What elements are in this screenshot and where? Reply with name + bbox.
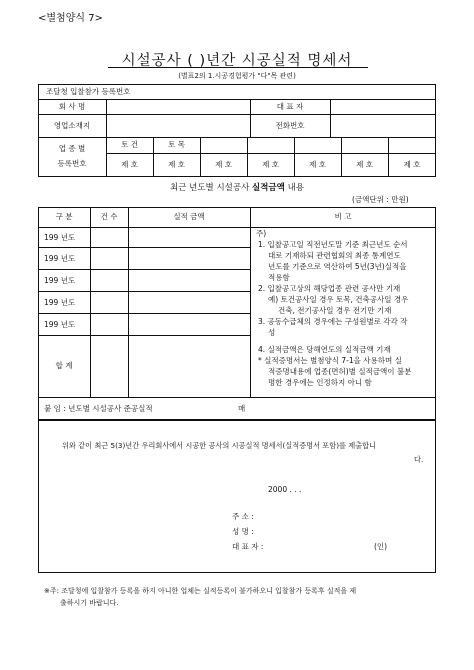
divider xyxy=(38,335,250,336)
divider xyxy=(250,207,251,397)
divider xyxy=(90,207,91,397)
unit-label: (금액단위 : 만원) xyxy=(352,195,409,204)
divider xyxy=(341,137,342,177)
year-row-label: 199 년도 xyxy=(44,320,76,329)
divider xyxy=(388,137,389,177)
page-subtitle: (별표2의 1.시공경험평가 "다"목 관련) xyxy=(178,72,296,80)
section-title xyxy=(0,181,474,193)
note-line: 적증명내용에 업종(면허)별 실적금액이 불분 xyxy=(268,367,412,376)
divider xyxy=(38,99,436,100)
note-line: 건축, 전기공사일 경우 전기만 기재 xyxy=(278,306,392,315)
reg-no-cell: 제 호 xyxy=(215,160,232,169)
col-header-count: 건 수 xyxy=(100,212,118,221)
divider xyxy=(200,137,201,177)
reg-no-cell: 제 호 xyxy=(262,160,279,169)
reg-no-label: 조달청 입찰참가 등록번호 xyxy=(46,87,131,96)
year-row-label: 199 년도 xyxy=(44,298,76,307)
divider xyxy=(330,99,331,137)
divider xyxy=(38,291,250,292)
divider xyxy=(247,137,248,177)
note-line: 년도를 기준으로 역산하여 5년(3년)실적을 xyxy=(268,262,407,271)
category-civil-engineering: 토 목 xyxy=(168,140,185,149)
section-title-emphasis: 실적금액 xyxy=(252,183,285,193)
note-line: 4. 실적금액은 당해연도의 실적금액 기재 xyxy=(258,345,391,354)
reg-no-cell: 제 호 xyxy=(403,160,421,169)
divider xyxy=(38,137,436,138)
year-row-label: 199 년도 xyxy=(44,233,76,242)
address-label: 주 소 : xyxy=(232,512,254,521)
note-line: 대로 기재하되 관련협회의 최종 통계연도 xyxy=(268,251,401,260)
name-label: 성 명 : xyxy=(232,527,254,536)
divider xyxy=(106,153,436,154)
reg-no-cell: 제 호 xyxy=(121,160,138,169)
divider xyxy=(38,247,250,248)
category-label: 업 종 별 xyxy=(58,144,86,153)
category-civil-building: 토 건 xyxy=(121,140,138,149)
year-row-label: 199 년도 xyxy=(44,276,76,285)
note-line: 적용함 xyxy=(268,273,290,282)
note-line: * 실적증명서는 별첨양식 7-1을 사용하며 실 xyxy=(258,356,402,365)
divider xyxy=(38,114,436,115)
year-row-label: 199 년도 xyxy=(44,254,76,263)
col-header-remarks: 비 고 xyxy=(334,212,352,221)
seal-mark: (인) xyxy=(374,542,388,551)
divider xyxy=(294,137,295,177)
category-reg-label: 등록번호 xyxy=(57,159,87,168)
footnote-line: ※주: 조달청에 입찰참가 등록을 하지 아니한 업체는 실적등록이 불가하오니 입찰참가 등록후 실적을 제 xyxy=(44,587,357,595)
note-line: 예) 토건공사일 경우 토목, 건축공사일 경우 xyxy=(268,295,409,304)
divider xyxy=(38,227,436,228)
note-line: 성 xyxy=(268,328,276,337)
footnote-line: 출하시기 바랍니다. xyxy=(60,599,119,607)
declaration-text: 위와 같이 최근 5(3)년간 우리회사에서 시공한 공사의 시공실적 명세서(실적증명서 포함)를 제출합니 xyxy=(62,441,376,450)
company-name-label: 회 사 명 xyxy=(58,102,86,111)
total-row-label: 합 계 xyxy=(55,361,73,370)
note-line: 3. 공동수급체의 경우에는 구성원별로 각각 작 xyxy=(258,317,408,326)
col-header-amount: 실적 금액 xyxy=(173,212,205,221)
divider xyxy=(38,397,436,398)
declaration-text-end: 다. xyxy=(414,455,424,464)
note-line: 1. 입찰공고일 직전년도말 기준 최근년도 순서 xyxy=(258,240,408,249)
address-label: 영업소재지 xyxy=(53,121,91,130)
title-underline xyxy=(108,67,368,68)
section-title-text: 최근 년도별 시설공사 xyxy=(169,183,250,193)
note-line: 주) xyxy=(256,229,267,238)
page-title: 시설공사 ( )년간 시공실적 명세서 xyxy=(121,53,353,69)
reg-no-cell: 제 호 xyxy=(356,160,373,169)
attachment-label: 붙 임 : 년도별 시설공사 준공실적 xyxy=(44,404,153,413)
divider xyxy=(38,313,250,314)
divider xyxy=(128,207,129,397)
reg-no-cell: 제 호 xyxy=(309,160,326,169)
note-line: 2. 입찰공고상의 해당업종 관련 공사만 기재 xyxy=(258,284,401,293)
representative-label: 대 표 자 : xyxy=(232,542,264,551)
submission-date: 2000 . . . xyxy=(268,485,302,494)
attachment-count: 매 xyxy=(238,404,246,413)
col-header-category: 구 분 xyxy=(55,212,73,221)
note-line: 명한 경우에는 인정하지 아니 함 xyxy=(268,378,372,387)
form-label: <별첨양식 7> xyxy=(38,13,103,24)
reg-no-cell: 제 호 xyxy=(168,160,185,169)
phone-label: 전화번호 xyxy=(275,121,305,130)
divider xyxy=(38,269,250,270)
section-title-suffix: 내용 xyxy=(287,183,304,193)
ceo-label: 대 표 자 xyxy=(276,102,304,111)
